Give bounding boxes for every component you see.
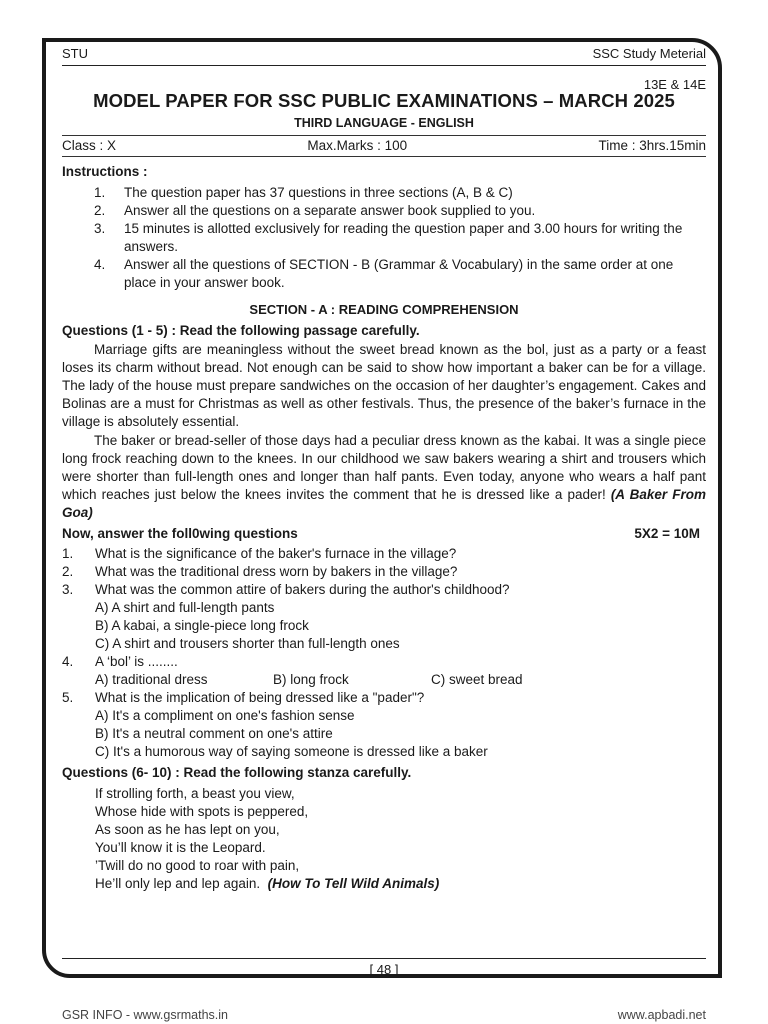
question-item: 5. What is the implication of being dressed like a "pader"? — [62, 690, 425, 705]
questions-list — [62, 545, 706, 761]
option: A) It's a compliment on one's fashion sense — [95, 708, 355, 723]
option: B) long frock — [273, 672, 349, 687]
question-item: 4. A ‘bol’ is ........ — [62, 654, 178, 669]
poem-line: If strolling forth, a beast you view, — [95, 786, 295, 801]
answer-instruction — [62, 525, 706, 543]
passage-paragraph: Marriage gifts are meaningless without the sweet bread known as the bol, just as a party or a feast loses its charm without bread. Not enough can be said to show how important a baker can be for a village. The lady of the house must prepare sandwiches on the occasion of her daughter’s engagement. Cakes and Bolinas are a must for Christmas as well as other festivals. Thus, the presence of the baker’s furnace in the village is absolutely essential. — [62, 342, 706, 429]
instructions-heading: Instructions : — [62, 164, 148, 179]
option: B) A kabai, a single-piece long frock — [95, 618, 309, 633]
poem-line: You’ll know it is the Leopard. — [95, 840, 266, 855]
time-label: Time : 3hrs.15min — [598, 138, 706, 153]
paper-code: 13E & 14E — [643, 77, 706, 92]
paper-title: MODEL PAPER FOR SSC PUBLIC EXAMINATIONS – MARCH 2025 — [93, 90, 675, 111]
footer-left-link[interactable]: GSR INFO - www.gsrmaths.in — [62, 1008, 228, 1022]
question-item: 3. What was the common attire of bakers during the author's childhood? — [62, 582, 510, 597]
instruction-item: 3. 15 minutes is allotted exclusively for reading the question paper and 3.00 hours for writing the answers. — [94, 221, 683, 254]
poem-source: (How To Tell Wild Animals) — [267, 876, 440, 891]
poem-line: He’ll only lep and lep again. (How To Tell Wild Animals) — [95, 876, 440, 891]
max-marks-label: Max.Marks : 100 — [307, 138, 408, 153]
class-label: Class : X — [62, 138, 117, 153]
running-header — [62, 44, 706, 64]
option: B) It's a neutral comment on one's attire — [95, 726, 333, 741]
question-item: 2. What was the traditional dress worn by bakers in the village? — [62, 564, 458, 579]
poem-line: ’Twill do no good to roar with pain, — [95, 858, 300, 873]
poem-line: Whose hide with spots is peppered, — [95, 804, 309, 819]
option: A) A shirt and full-length pants — [95, 600, 275, 615]
passage-paragraph: The baker or bread-seller of those days had a peculiar dress known as the kabai. It was a single piece long frock reaching down to the knees. In our childhood we saw bakers wearing a shirt and trousers which were shorter than full-length ones and longer than half pants. Even today, anyone who wears a half pant which reaches just below the knees invites the comment that he is dressed like a pader! (A Baker From Goa) — [62, 433, 706, 520]
instruction-item: 4. Answer all the questions of SECTION - B (Grammar & Vocabulary) in the same order at one place in your answer book. — [94, 257, 674, 290]
questions-1-5-heading: Questions (1 - 5) : Read the following passage carefully. — [62, 323, 420, 338]
option-row — [62, 671, 706, 689]
answer-marks: 5X2 = 10M — [634, 526, 700, 541]
header-right: SSC Study Meterial — [592, 46, 706, 61]
poem-line: As soon as he has lept on you, — [95, 822, 280, 837]
header-rule — [62, 65, 706, 66]
page-content — [62, 44, 706, 893]
header-left: STU — [62, 46, 88, 61]
meta-bottom-rule — [62, 156, 706, 157]
option: C) A shirt and trousers shorter than full-length ones — [95, 636, 400, 651]
poem-stanza — [62, 785, 706, 893]
paper-subtitle: THIRD LANGUAGE - ENGLISH — [294, 116, 474, 130]
exam-meta — [62, 136, 706, 156]
page-number: [ 48 ] — [369, 962, 399, 977]
question-item: 1. What is the significance of the baker's furnace in the village? — [62, 546, 457, 561]
option: A) traditional dress — [95, 672, 208, 687]
answer-heading: Now, answer the foll0wing questions — [62, 526, 298, 541]
section-a-heading: SECTION - A : READING COMPREHENSION — [249, 302, 519, 317]
instruction-item: 2. Answer all the questions on a separate answer book supplied to you. — [94, 203, 536, 218]
footer-right-link[interactable]: www.apbadi.net — [617, 1008, 706, 1022]
questions-6-10-heading: Questions (6- 10) : Read the following stanza carefully. — [62, 765, 412, 780]
option: C) sweet bread — [431, 672, 523, 687]
site-footer — [62, 1008, 706, 1022]
instructions-list — [62, 184, 706, 292]
instruction-item: 1. The question paper has 37 questions in three sections (A, B & C) — [94, 185, 513, 200]
footer-rule — [62, 958, 706, 959]
passage-source: (A Baker From Goa) — [62, 487, 706, 520]
option: C) It's a humorous way of saying someone is dressed like a baker — [95, 744, 488, 759]
